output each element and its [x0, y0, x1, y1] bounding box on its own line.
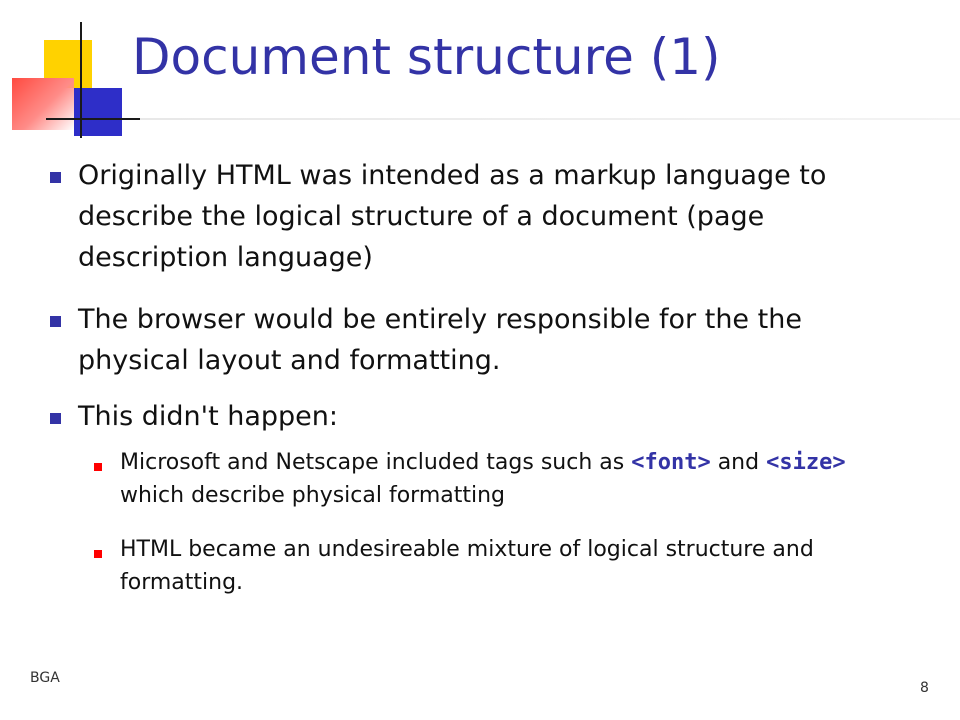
footer-label: BGA — [30, 670, 60, 686]
subbullet-2-text: HTML became an undesireable mixture of logical structure and formatting. — [120, 537, 814, 595]
subbullet-marker — [94, 550, 102, 558]
bullet-marker — [50, 172, 61, 183]
bullet-1-text: Originally HTML was intended as a markup language to describe the logical structure of a document (page description language) — [78, 160, 827, 273]
font-tag-code: <font> — [631, 450, 711, 475]
subbullet-1-text — [120, 446, 900, 512]
subbullet-1-part2: and — [710, 450, 767, 475]
bullet-marker — [50, 413, 61, 424]
size-tag-code: <size> — [766, 450, 846, 475]
subbullet-marker — [94, 463, 102, 471]
bullet-marker — [50, 316, 61, 327]
subbullet-1-part1: Microsoft and Netscape included tags such as — [120, 450, 632, 475]
subbullet-1-part3: which describe physical formatting — [120, 483, 506, 508]
bullet-2-text: The browser would be entirely responsible for the the physical layout and formatting. — [78, 304, 802, 376]
page-number: 8 — [920, 680, 929, 696]
bullet-3-text: This didn't happen: — [78, 401, 338, 432]
slide-title: Document structure (1) — [132, 28, 721, 86]
